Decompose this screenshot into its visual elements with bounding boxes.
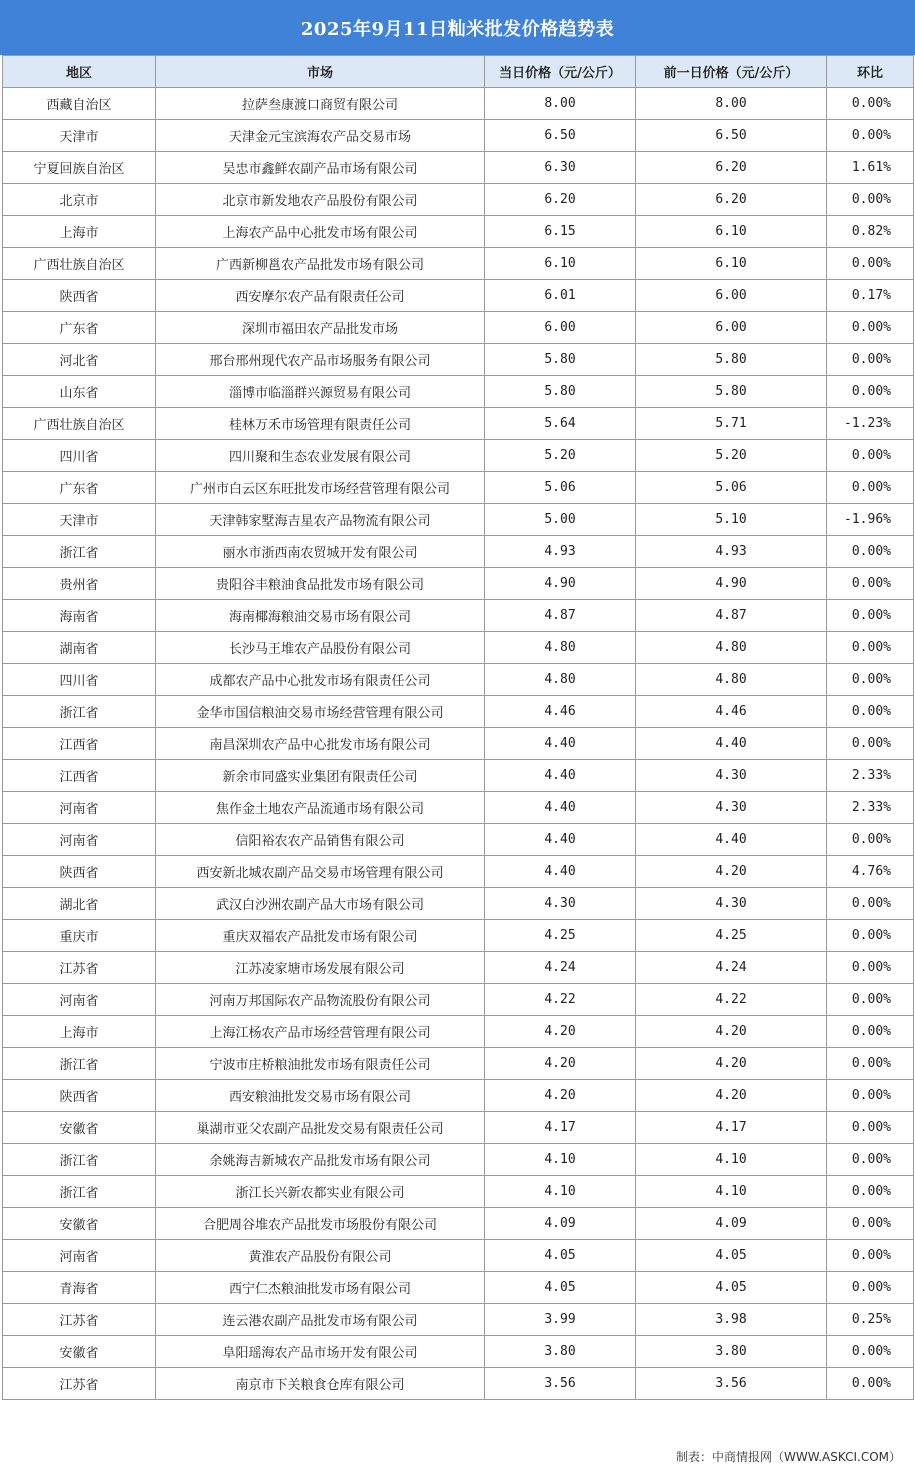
- table-title: 2025年9月11日籼米批发价格趋势表: [0, 0, 915, 55]
- change-cell: -1.96%: [827, 504, 914, 536]
- table-row: [3, 1112, 914, 1144]
- change-cell: 0.00%: [827, 920, 914, 952]
- market-cell: 浙江长兴新农都实业有限公司: [156, 1176, 485, 1208]
- column-header-change: 环比: [827, 56, 914, 88]
- table-row: [3, 1176, 914, 1208]
- today-price-cell: 5.80: [485, 376, 636, 408]
- prev-price-cell: 8.00: [636, 88, 827, 120]
- change-cell: 0.00%: [827, 1336, 914, 1368]
- prev-price-cell: 4.10: [636, 1176, 827, 1208]
- prev-price-cell: 4.30: [636, 888, 827, 920]
- prev-price-cell: 3.56: [636, 1368, 827, 1400]
- region-cell: 上海市: [3, 1016, 156, 1048]
- table-row: [3, 952, 914, 984]
- region-cell: 浙江省: [3, 1144, 156, 1176]
- region-cell: 浙江省: [3, 536, 156, 568]
- change-cell: 0.00%: [827, 728, 914, 760]
- today-price-cell: 4.90: [485, 568, 636, 600]
- region-cell: 天津市: [3, 120, 156, 152]
- today-price-cell: 6.15: [485, 216, 636, 248]
- market-cell: 西安粮油批发交易市场有限公司: [156, 1080, 485, 1112]
- table-row: [3, 568, 914, 600]
- change-cell: 0.00%: [827, 1176, 914, 1208]
- table-row: [3, 600, 914, 632]
- column-header-market: 市场: [156, 56, 485, 88]
- column-header-prev-price: 前一日价格（元/公斤）: [636, 56, 827, 88]
- change-cell: 0.00%: [827, 984, 914, 1016]
- market-cell: 成都农产品中心批发市场有限责任公司: [156, 664, 485, 696]
- prev-price-cell: 5.06: [636, 472, 827, 504]
- prev-price-cell: 4.22: [636, 984, 827, 1016]
- table-row: [3, 248, 914, 280]
- change-cell: -1.23%: [827, 408, 914, 440]
- region-cell: 安徽省: [3, 1336, 156, 1368]
- change-cell: 0.82%: [827, 216, 914, 248]
- today-price-cell: 4.24: [485, 952, 636, 984]
- region-cell: 广西壮族自治区: [3, 408, 156, 440]
- region-cell: 河南省: [3, 824, 156, 856]
- market-cell: 天津韩家墅海吉星农产品物流有限公司: [156, 504, 485, 536]
- prev-price-cell: 5.80: [636, 344, 827, 376]
- today-price-cell: 8.00: [485, 88, 636, 120]
- change-cell: 0.00%: [827, 1080, 914, 1112]
- table-row: [3, 216, 914, 248]
- change-cell: 0.00%: [827, 1048, 914, 1080]
- prev-price-cell: 5.71: [636, 408, 827, 440]
- table-row: [3, 152, 914, 184]
- table-row: [3, 696, 914, 728]
- market-cell: 西安摩尔农产品有限责任公司: [156, 280, 485, 312]
- region-cell: 陕西省: [3, 856, 156, 888]
- market-cell: 天津金元宝滨海农产品交易市场: [156, 120, 485, 152]
- table-row: [3, 728, 914, 760]
- table-row: [3, 120, 914, 152]
- region-cell: 青海省: [3, 1272, 156, 1304]
- market-cell: 海南椰海粮油交易市场有限公司: [156, 600, 485, 632]
- market-cell: 广州市白云区东旺批发市场经营管理有限公司: [156, 472, 485, 504]
- table-row: [3, 1272, 914, 1304]
- today-price-cell: 6.30: [485, 152, 636, 184]
- prev-price-cell: 4.05: [636, 1272, 827, 1304]
- today-price-cell: 6.10: [485, 248, 636, 280]
- table-row: [3, 1080, 914, 1112]
- rice-price-table: [2, 55, 914, 1400]
- column-header-region: 地区: [3, 56, 156, 88]
- region-cell: 贵州省: [3, 568, 156, 600]
- today-price-cell: 4.40: [485, 856, 636, 888]
- prev-price-cell: 4.80: [636, 664, 827, 696]
- market-cell: 邢台邢州现代农产品市场服务有限公司: [156, 344, 485, 376]
- today-price-cell: 4.80: [485, 632, 636, 664]
- change-cell: 0.00%: [827, 952, 914, 984]
- market-cell: 北京市新发地农产品股份有限公司: [156, 184, 485, 216]
- market-cell: 西安新北城农副产品交易市场管理有限公司: [156, 856, 485, 888]
- change-cell: 0.00%: [827, 440, 914, 472]
- region-cell: 陕西省: [3, 1080, 156, 1112]
- prev-price-cell: 6.20: [636, 184, 827, 216]
- table-row: [3, 856, 914, 888]
- prev-price-cell: 4.25: [636, 920, 827, 952]
- prev-price-cell: 4.09: [636, 1208, 827, 1240]
- today-price-cell: 4.40: [485, 728, 636, 760]
- market-cell: 四川聚和生态农业发展有限公司: [156, 440, 485, 472]
- market-cell: 河南万邦国际农产品物流股份有限公司: [156, 984, 485, 1016]
- market-cell: 拉萨叁康渡口商贸有限公司: [156, 88, 485, 120]
- change-cell: 0.00%: [827, 824, 914, 856]
- change-cell: 0.17%: [827, 280, 914, 312]
- table-row: [3, 920, 914, 952]
- market-cell: 武汉白沙洲农副产品大市场有限公司: [156, 888, 485, 920]
- column-header-row: [3, 56, 914, 88]
- change-cell: 0.00%: [827, 312, 914, 344]
- table-row: [3, 280, 914, 312]
- region-cell: 湖南省: [3, 632, 156, 664]
- table-row: [3, 88, 914, 120]
- today-price-cell: 6.01: [485, 280, 636, 312]
- today-price-cell: 4.87: [485, 600, 636, 632]
- table-row: [3, 536, 914, 568]
- region-cell: 浙江省: [3, 1048, 156, 1080]
- change-cell: 0.00%: [827, 88, 914, 120]
- prev-price-cell: 4.30: [636, 792, 827, 824]
- region-cell: 浙江省: [3, 696, 156, 728]
- today-price-cell: 4.20: [485, 1016, 636, 1048]
- prev-price-cell: 4.90: [636, 568, 827, 600]
- table-row: [3, 312, 914, 344]
- market-cell: 连云港农副产品批发市场有限公司: [156, 1304, 485, 1336]
- today-price-cell: 5.64: [485, 408, 636, 440]
- change-cell: 0.00%: [827, 1016, 914, 1048]
- table-row: [3, 632, 914, 664]
- today-price-cell: 4.09: [485, 1208, 636, 1240]
- today-price-cell: 4.20: [485, 1080, 636, 1112]
- region-cell: 山东省: [3, 376, 156, 408]
- today-price-cell: 4.80: [485, 664, 636, 696]
- market-cell: 新余市同盛实业集团有限责任公司: [156, 760, 485, 792]
- market-cell: 上海农产品中心批发市场有限公司: [156, 216, 485, 248]
- today-price-cell: 6.00: [485, 312, 636, 344]
- market-cell: 合肥周谷堆农产品批发市场股份有限公司: [156, 1208, 485, 1240]
- today-price-cell: 4.46: [485, 696, 636, 728]
- today-price-cell: 4.17: [485, 1112, 636, 1144]
- table-row: [3, 1368, 914, 1400]
- change-cell: 0.00%: [827, 1240, 914, 1272]
- change-cell: 0.00%: [827, 1368, 914, 1400]
- region-cell: 宁夏回族自治区: [3, 152, 156, 184]
- change-cell: 0.00%: [827, 536, 914, 568]
- region-cell: 四川省: [3, 664, 156, 696]
- today-price-cell: 4.40: [485, 824, 636, 856]
- prev-price-cell: 6.20: [636, 152, 827, 184]
- today-price-cell: 4.30: [485, 888, 636, 920]
- today-price-cell: 3.80: [485, 1336, 636, 1368]
- change-cell: 0.00%: [827, 184, 914, 216]
- table-row: [3, 504, 914, 536]
- change-cell: 0.00%: [827, 1208, 914, 1240]
- change-cell: 0.00%: [827, 1144, 914, 1176]
- today-price-cell: 4.93: [485, 536, 636, 568]
- table-row: [3, 472, 914, 504]
- region-cell: 河南省: [3, 984, 156, 1016]
- market-cell: 南京市下关粮食仓库有限公司: [156, 1368, 485, 1400]
- today-price-cell: 4.40: [485, 792, 636, 824]
- change-cell: 0.00%: [827, 664, 914, 696]
- table-row: [3, 344, 914, 376]
- market-cell: 广西新柳邕农产品批发市场有限公司: [156, 248, 485, 280]
- change-cell: 2.33%: [827, 792, 914, 824]
- today-price-cell: 4.25: [485, 920, 636, 952]
- change-cell: 0.00%: [827, 472, 914, 504]
- table-row: [3, 184, 914, 216]
- table-row: [3, 408, 914, 440]
- table-row: [3, 1016, 914, 1048]
- table-row: [3, 376, 914, 408]
- prev-price-cell: 4.24: [636, 952, 827, 984]
- region-cell: 江西省: [3, 760, 156, 792]
- market-cell: 桂林万禾市场管理有限责任公司: [156, 408, 485, 440]
- market-cell: 南昌深圳农产品中心批发市场有限公司: [156, 728, 485, 760]
- region-cell: 浙江省: [3, 1176, 156, 1208]
- region-cell: 安徽省: [3, 1112, 156, 1144]
- change-cell: 0.00%: [827, 1272, 914, 1304]
- change-cell: 4.76%: [827, 856, 914, 888]
- today-price-cell: 4.05: [485, 1240, 636, 1272]
- region-cell: 广西壮族自治区: [3, 248, 156, 280]
- today-price-cell: 6.50: [485, 120, 636, 152]
- market-cell: 淄博市临淄群兴源贸易有限公司: [156, 376, 485, 408]
- table-row: [3, 1144, 914, 1176]
- market-cell: 焦作金土地农产品流通市场有限公司: [156, 792, 485, 824]
- change-cell: 0.00%: [827, 888, 914, 920]
- market-cell: 江苏凌家塘市场发展有限公司: [156, 952, 485, 984]
- today-price-cell: 5.20: [485, 440, 636, 472]
- prev-price-cell: 3.80: [636, 1336, 827, 1368]
- today-price-cell: 4.20: [485, 1048, 636, 1080]
- market-cell: 金华市国信粮油交易市场经营管理有限公司: [156, 696, 485, 728]
- region-cell: 江西省: [3, 728, 156, 760]
- change-cell: 0.00%: [827, 376, 914, 408]
- prev-price-cell: 6.50: [636, 120, 827, 152]
- prev-price-cell: 4.17: [636, 1112, 827, 1144]
- today-price-cell: 5.80: [485, 344, 636, 376]
- change-cell: 0.00%: [827, 600, 914, 632]
- prev-price-cell: 4.30: [636, 760, 827, 792]
- change-cell: 0.00%: [827, 632, 914, 664]
- market-cell: 阜阳瑶海农产品市场开发有限公司: [156, 1336, 485, 1368]
- market-cell: 贵阳谷丰粮油食品批发市场有限公司: [156, 568, 485, 600]
- region-cell: 江苏省: [3, 1368, 156, 1400]
- region-cell: 江苏省: [3, 952, 156, 984]
- table-row: [3, 984, 914, 1016]
- region-cell: 北京市: [3, 184, 156, 216]
- change-cell: 0.25%: [827, 1304, 914, 1336]
- market-cell: 深圳市福田农产品批发市场: [156, 312, 485, 344]
- change-cell: 1.61%: [827, 152, 914, 184]
- region-cell: 安徽省: [3, 1208, 156, 1240]
- prev-price-cell: 4.46: [636, 696, 827, 728]
- region-cell: 河南省: [3, 1240, 156, 1272]
- region-cell: 陕西省: [3, 280, 156, 312]
- market-cell: 重庆双福农产品批发市场有限公司: [156, 920, 485, 952]
- today-price-cell: 4.10: [485, 1176, 636, 1208]
- prev-price-cell: 5.20: [636, 440, 827, 472]
- today-price-cell: 5.00: [485, 504, 636, 536]
- table-row: [3, 1336, 914, 1368]
- region-cell: 四川省: [3, 440, 156, 472]
- region-cell: 江苏省: [3, 1304, 156, 1336]
- change-cell: 0.00%: [827, 696, 914, 728]
- region-cell: 西藏自治区: [3, 88, 156, 120]
- market-cell: 宁波市庄桥粮油批发市场有限责任公司: [156, 1048, 485, 1080]
- prev-price-cell: 4.20: [636, 1048, 827, 1080]
- prev-price-cell: 4.40: [636, 728, 827, 760]
- today-price-cell: 4.22: [485, 984, 636, 1016]
- prev-price-cell: 6.00: [636, 312, 827, 344]
- table-row: [3, 440, 914, 472]
- prev-price-cell: 4.10: [636, 1144, 827, 1176]
- change-cell: 0.00%: [827, 568, 914, 600]
- today-price-cell: 4.05: [485, 1272, 636, 1304]
- region-cell: 海南省: [3, 600, 156, 632]
- today-price-cell: 6.20: [485, 184, 636, 216]
- today-price-cell: 5.06: [485, 472, 636, 504]
- prev-price-cell: 4.20: [636, 1016, 827, 1048]
- prev-price-cell: 5.10: [636, 504, 827, 536]
- table-row: [3, 888, 914, 920]
- table-row: [3, 664, 914, 696]
- change-cell: 0.00%: [827, 120, 914, 152]
- table-row: [3, 1304, 914, 1336]
- table-row: [3, 824, 914, 856]
- change-cell: 2.33%: [827, 760, 914, 792]
- prev-price-cell: 6.10: [636, 216, 827, 248]
- market-cell: 丽水市浙西南农贸城开发有限公司: [156, 536, 485, 568]
- today-price-cell: 3.56: [485, 1368, 636, 1400]
- prev-price-cell: 5.80: [636, 376, 827, 408]
- change-cell: 0.00%: [827, 1112, 914, 1144]
- market-cell: 黄淮农产品股份有限公司: [156, 1240, 485, 1272]
- region-cell: 广东省: [3, 312, 156, 344]
- prev-price-cell: 4.80: [636, 632, 827, 664]
- market-cell: 长沙马王堆农产品股份有限公司: [156, 632, 485, 664]
- region-cell: 河南省: [3, 792, 156, 824]
- column-header-today-price: 当日价格（元/公斤）: [485, 56, 636, 88]
- prev-price-cell: 6.10: [636, 248, 827, 280]
- table-row: [3, 1048, 914, 1080]
- region-cell: 广东省: [3, 472, 156, 504]
- region-cell: 湖北省: [3, 888, 156, 920]
- prev-price-cell: 4.05: [636, 1240, 827, 1272]
- prev-price-cell: 4.20: [636, 856, 827, 888]
- region-cell: 天津市: [3, 504, 156, 536]
- table-row: [3, 1208, 914, 1240]
- region-cell: 上海市: [3, 216, 156, 248]
- today-price-cell: 4.40: [485, 760, 636, 792]
- region-cell: 河北省: [3, 344, 156, 376]
- table-row: [3, 760, 914, 792]
- prev-price-cell: 6.00: [636, 280, 827, 312]
- today-price-cell: 4.10: [485, 1144, 636, 1176]
- table-body: [3, 88, 914, 1400]
- change-cell: 0.00%: [827, 248, 914, 280]
- market-cell: 吴忠市鑫鲜农副产品市场有限公司: [156, 152, 485, 184]
- change-cell: 0.00%: [827, 344, 914, 376]
- prev-price-cell: 4.40: [636, 824, 827, 856]
- market-cell: 余姚海吉新城农产品批发市场有限公司: [156, 1144, 485, 1176]
- region-cell: 重庆市: [3, 920, 156, 952]
- market-cell: 巢湖市亚父农副产品批发交易有限责任公司: [156, 1112, 485, 1144]
- market-cell: 西宁仁杰粮油批发市场有限公司: [156, 1272, 485, 1304]
- today-price-cell: 3.99: [485, 1304, 636, 1336]
- source-note: 制表：中商情报网（WWW.ASKCI.COM）: [676, 1450, 901, 1464]
- prev-price-cell: 4.20: [636, 1080, 827, 1112]
- prev-price-cell: 4.93: [636, 536, 827, 568]
- prev-price-cell: 4.87: [636, 600, 827, 632]
- table-row: [3, 1240, 914, 1272]
- market-cell: 上海江杨农产品市场经营管理有限公司: [156, 1016, 485, 1048]
- table-row: [3, 792, 914, 824]
- prev-price-cell: 3.98: [636, 1304, 827, 1336]
- market-cell: 信阳裕农农产品销售有限公司: [156, 824, 485, 856]
